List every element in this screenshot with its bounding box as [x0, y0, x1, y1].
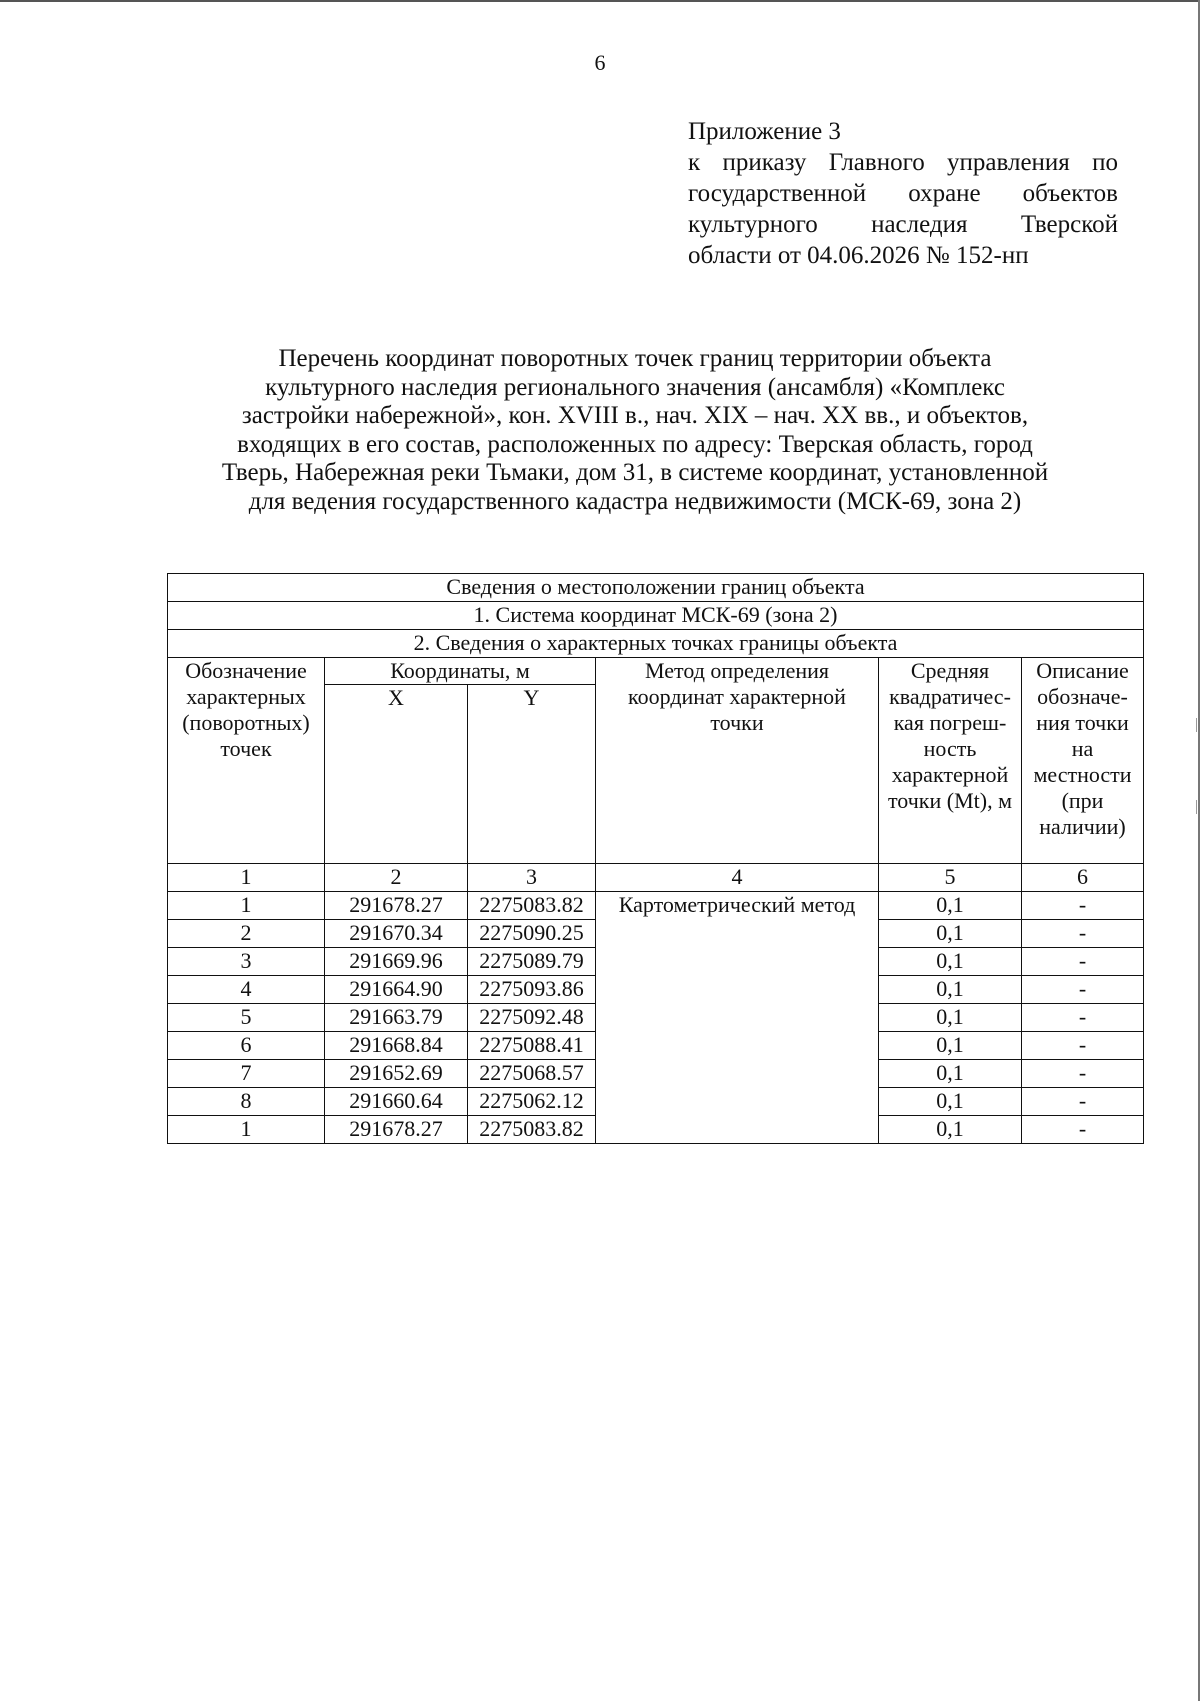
cell-y: 2275062.12 [468, 1088, 596, 1116]
header-mean-error [879, 658, 1022, 864]
cell-x: 291668.84 [325, 1032, 468, 1060]
scan-mark [1196, 718, 1197, 732]
header-text: (при [1061, 788, 1104, 813]
heading-line: Перечень координат поворотных точек границ территории объекта [278, 345, 992, 372]
appendix-line: к приказу Главного управления по [688, 149, 1118, 176]
page-number: 6 [594, 50, 606, 75]
cell-mt: 0,1 [879, 976, 1022, 1004]
heading-line: культурного наследия регионального значения (ансамбля) «Комплекс [265, 373, 1005, 401]
column-number: 5 [879, 864, 1022, 892]
header-text: Метод определения [644, 658, 830, 683]
cell-method: Картометрический метод [596, 892, 879, 1144]
cell-x: 291664.90 [325, 976, 468, 1004]
cell-x: 291652.69 [325, 1060, 468, 1088]
header-x: X [325, 685, 468, 864]
appendix-line: области от 04.06.2026 № 152-нп [688, 242, 1029, 269]
cell-y: 2275089.79 [468, 948, 596, 976]
cell-point: 1 [168, 892, 325, 920]
table-banner-boundary-info: Сведения о местоположении границ объекта [168, 574, 1144, 602]
cell-y: 2275090.25 [468, 920, 596, 948]
header-text: характерной [891, 762, 1009, 787]
cell-point: 1 [168, 1116, 325, 1144]
cell-point: 7 [168, 1060, 325, 1088]
cell-point: 8 [168, 1088, 325, 1116]
cell-x: 291678.27 [325, 892, 468, 920]
cell-y: 2275083.82 [468, 892, 596, 920]
cell-mt: 0,1 [879, 1060, 1022, 1088]
header-description [1022, 658, 1144, 864]
cell-x: 291663.79 [325, 1004, 468, 1032]
cell-mt: 0,1 [879, 1032, 1022, 1060]
column-number: 3 [468, 864, 596, 892]
appendix-line: культурного наследия Тверской [688, 211, 1118, 238]
heading-line: для ведения государственного кадастра недвижимости (МСК-69, зона 2) [248, 487, 1022, 515]
cell-desc: - [1022, 920, 1144, 948]
column-number: 6 [1022, 864, 1144, 892]
header-y: Y [468, 685, 596, 864]
cell-desc: - [1022, 1060, 1144, 1088]
appendix-line: Приложение 3 [688, 118, 841, 145]
cell-desc: - [1022, 948, 1144, 976]
header-text: ния точки [1036, 710, 1129, 735]
heading-line: застройки набережной», кон. XVIII в., нач. XIX – нач. XX вв., и объектов, [241, 402, 1029, 429]
header-text: ность [923, 736, 977, 761]
scan-mark [1196, 800, 1197, 814]
header-coordinates: Координаты, м [325, 658, 596, 685]
column-number: 4 [596, 864, 879, 892]
header-text: точки (Mt), м [887, 788, 1013, 813]
cell-point: 3 [168, 948, 325, 976]
cell-y: 2275088.41 [468, 1032, 596, 1060]
cell-x: 291678.27 [325, 1116, 468, 1144]
cell-y: 2275093.86 [468, 976, 596, 1004]
cell-x: 291669.96 [325, 948, 468, 976]
header-text: Обозначение [185, 658, 307, 683]
cell-x: 291670.34 [325, 920, 468, 948]
header-text: местности [1033, 762, 1132, 787]
header-text: обозначе- [1037, 684, 1128, 709]
table-row [168, 892, 1144, 920]
cell-y: 2275083.82 [468, 1116, 596, 1144]
cell-mt: 0,1 [879, 948, 1022, 976]
header-text: Описание [1036, 658, 1129, 683]
cell-x: 291660.64 [325, 1088, 468, 1116]
cell-point: 6 [168, 1032, 325, 1060]
cell-point: 4 [168, 976, 325, 1004]
appendix-line: государственной охране объектов [688, 180, 1118, 207]
cell-mt: 0,1 [879, 920, 1022, 948]
page-top-edge [0, 0, 1200, 2]
header-text: (поворотных) [182, 710, 310, 735]
header-text: координат характерной [628, 684, 846, 709]
cell-mt: 0,1 [879, 892, 1022, 920]
header-text: Средняя [910, 658, 990, 683]
header-text: характерных [186, 684, 306, 709]
cell-desc: - [1022, 1032, 1144, 1060]
cell-mt: 0,1 [879, 1088, 1022, 1116]
header-point-designation [168, 658, 325, 864]
header-text: точек [220, 736, 272, 761]
heading-line: Тверь, Набережная реки Тьмаки, дом 31, в системе координат, установленной [221, 459, 1049, 486]
appendix-reference [688, 116, 1118, 271]
cell-desc: - [1022, 1088, 1144, 1116]
column-number: 2 [325, 864, 468, 892]
column-number: 1 [168, 864, 325, 892]
cell-point: 2 [168, 920, 325, 948]
document-heading [150, 345, 1120, 516]
table-banner-points-info: 2. Сведения о характерных точках границы объекта [168, 630, 1144, 658]
header-text: квадратичес- [889, 684, 1011, 709]
cell-desc: - [1022, 892, 1144, 920]
cell-y: 2275092.48 [468, 1004, 596, 1032]
cell-mt: 0,1 [879, 1116, 1022, 1144]
header-text: точки [710, 710, 764, 735]
cell-desc: - [1022, 1004, 1144, 1032]
coordinates-table [167, 573, 1144, 1144]
cell-y: 2275068.57 [468, 1060, 596, 1088]
header-text: кая погреш- [893, 710, 1007, 735]
cell-mt: 0,1 [879, 1004, 1022, 1032]
cell-point: 5 [168, 1004, 325, 1032]
cell-desc: - [1022, 976, 1144, 1004]
header-text: наличии) [1039, 814, 1126, 839]
table-banner-coordinate-system: 1. Система координат МСК-69 (зона 2) [168, 602, 1144, 630]
heading-line: входящих в его состав, расположенных по адресу: Тверская область, город [237, 430, 1033, 458]
header-text: на [1071, 736, 1094, 761]
cell-desc: - [1022, 1116, 1144, 1144]
header-method [596, 658, 879, 864]
